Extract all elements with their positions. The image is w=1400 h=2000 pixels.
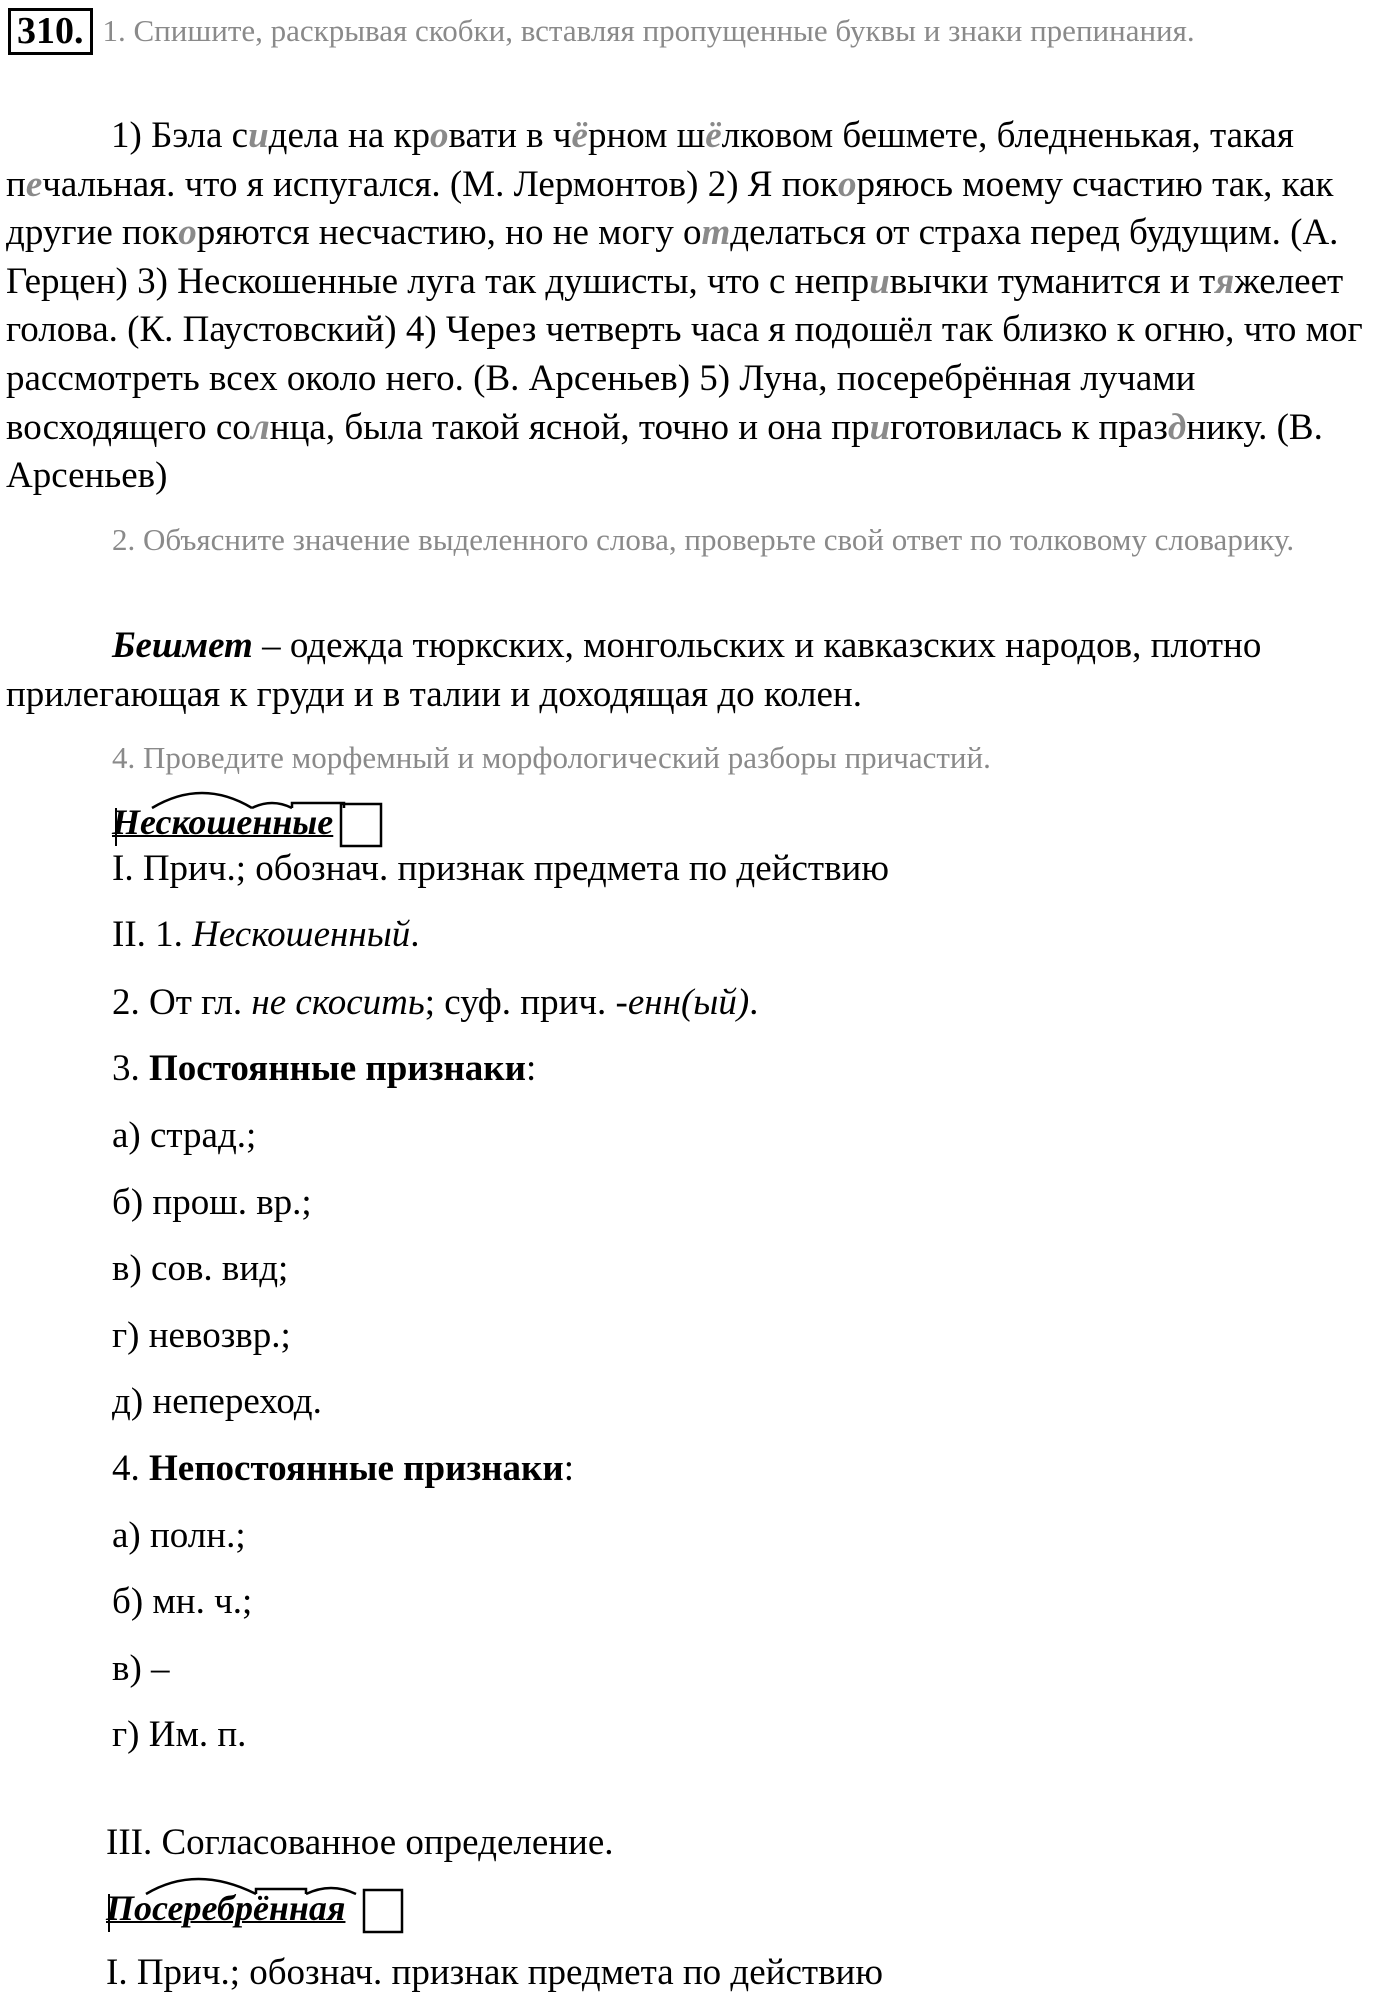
inserted-letter: о: [430, 115, 449, 156]
inserted-letter: е: [25, 163, 43, 205]
passage-text: готовилась к праз: [890, 406, 1168, 448]
morpheme-word-1-text: Нескошенные: [112, 802, 334, 842]
passage-text: нику. (В. Арсеньев): [6, 406, 1323, 497]
analysis1-line-2: II. 1. Нескошенный.: [112, 914, 420, 955]
morpheme-word-2: [106, 1886, 345, 1930]
inserted-letter: и: [248, 115, 269, 156]
inserted-letter: я: [1215, 260, 1235, 302]
analysis1-line-3: 2. От гл. не скосить; суф. прич. -енн(ый).: [112, 982, 759, 1023]
task2-instruction: 2. Объясните значение выделенного слова, проверьте свой ответ по толковому словарику.: [112, 522, 1295, 557]
analysis1-line-12: б) мн. ч.;: [112, 1581, 253, 1622]
task-instruction: [8, 8, 1388, 55]
morpheme-marks-icon: [106, 1864, 406, 1934]
definition-text: – одежда тюркских, монгольских и кавказских народов, плотно прилегающая к груди и в талии и доходящая до колен.: [6, 625, 1262, 715]
inserted-letter: и: [869, 406, 891, 448]
inserted-letter: ё: [705, 115, 722, 156]
task-number: 310.: [8, 8, 93, 55]
inserted-letter: л: [250, 406, 270, 448]
analysis1-line-4: 3. Постоянные признаки:: [112, 1048, 537, 1089]
definition-term: Бешмет: [112, 625, 253, 666]
passage-text: ряются несчастию, но не могу о: [196, 212, 702, 254]
definition-paragraph: [6, 621, 1386, 719]
morpheme-marks-icon: [112, 778, 382, 848]
analysis1-line-5: а) страд.;: [112, 1115, 257, 1156]
passage-text: ряюсь моему счастию так, как другие пок: [6, 163, 1334, 254]
passage-text: желеет голова. (К. Паустовский) 4) Через четверть часа я подошёл так близко к огню, что мог рассмотреть всех около него. (В. Арсеньев) 5) Луна, посеребрённая лучами восходящего со: [6, 260, 1363, 448]
analysis1-line-11: а) полн.;: [112, 1515, 246, 1556]
passage-text: рном ш: [587, 115, 706, 156]
analysis1-line-1: I. Прич.; обознач. признак предмета по действию: [112, 848, 889, 889]
analysis1-line-9: д) непереход.: [112, 1381, 322, 1422]
analysis1-line-6: б) прош. вр.;: [112, 1182, 312, 1223]
inserted-letter: т: [701, 212, 731, 254]
inserted-letter: о: [838, 163, 857, 205]
passage-text: нца, была такой ясной, точно и она пр: [269, 406, 870, 448]
inserted-letter: д: [1167, 406, 1187, 448]
analysis1-line-7: в) сов. вид;: [112, 1248, 289, 1289]
analysis1-line-13: в) –: [112, 1648, 170, 1689]
analysis2-line-1: I. Прич.; обознач. признак предмета по действию: [106, 1952, 883, 1993]
morpheme-word-2-text: Посеребрённая: [106, 1888, 346, 1928]
inserted-letter: и: [869, 260, 890, 302]
exercise-passage: [6, 112, 1386, 501]
inserted-letter: ё: [571, 115, 588, 156]
morpheme-word-1: [112, 800, 333, 844]
passage-text: вычки туманится и т: [889, 260, 1216, 302]
analysis1-line-14: г) Им. п.: [112, 1714, 247, 1755]
analysis1-line-10: 4. Непостоянные признаки:: [112, 1448, 574, 1489]
passage-text: 1) Бэла с: [111, 115, 249, 156]
passage-text: дела на кр: [268, 115, 431, 156]
passage-text: чальная. что я испугался. (М. Лермонтов) 2) Я пок: [42, 163, 838, 205]
passage-text: делаться от страха перед будущим. (А. Герцен) 3) Нескошенные луга так душисты, что с непр: [6, 212, 1339, 302]
inserted-letter: о: [178, 212, 197, 254]
task4-instruction: 4. Проведите морфемный и морфологический разборы причастий.: [112, 740, 991, 775]
task-instruction-text: 1. Спишите, раскрывая скобки, вставляя пропущенные буквы и знаки препинания.: [102, 13, 1195, 48]
analysis1-line-15: III. Согласованное определение.: [106, 1822, 614, 1863]
analysis1-line-8: г) невозвр.;: [112, 1315, 291, 1356]
passage-text: лковом бешмете, бледненькая, такая п: [6, 115, 1294, 205]
passage-text: вати в ч: [448, 115, 572, 156]
